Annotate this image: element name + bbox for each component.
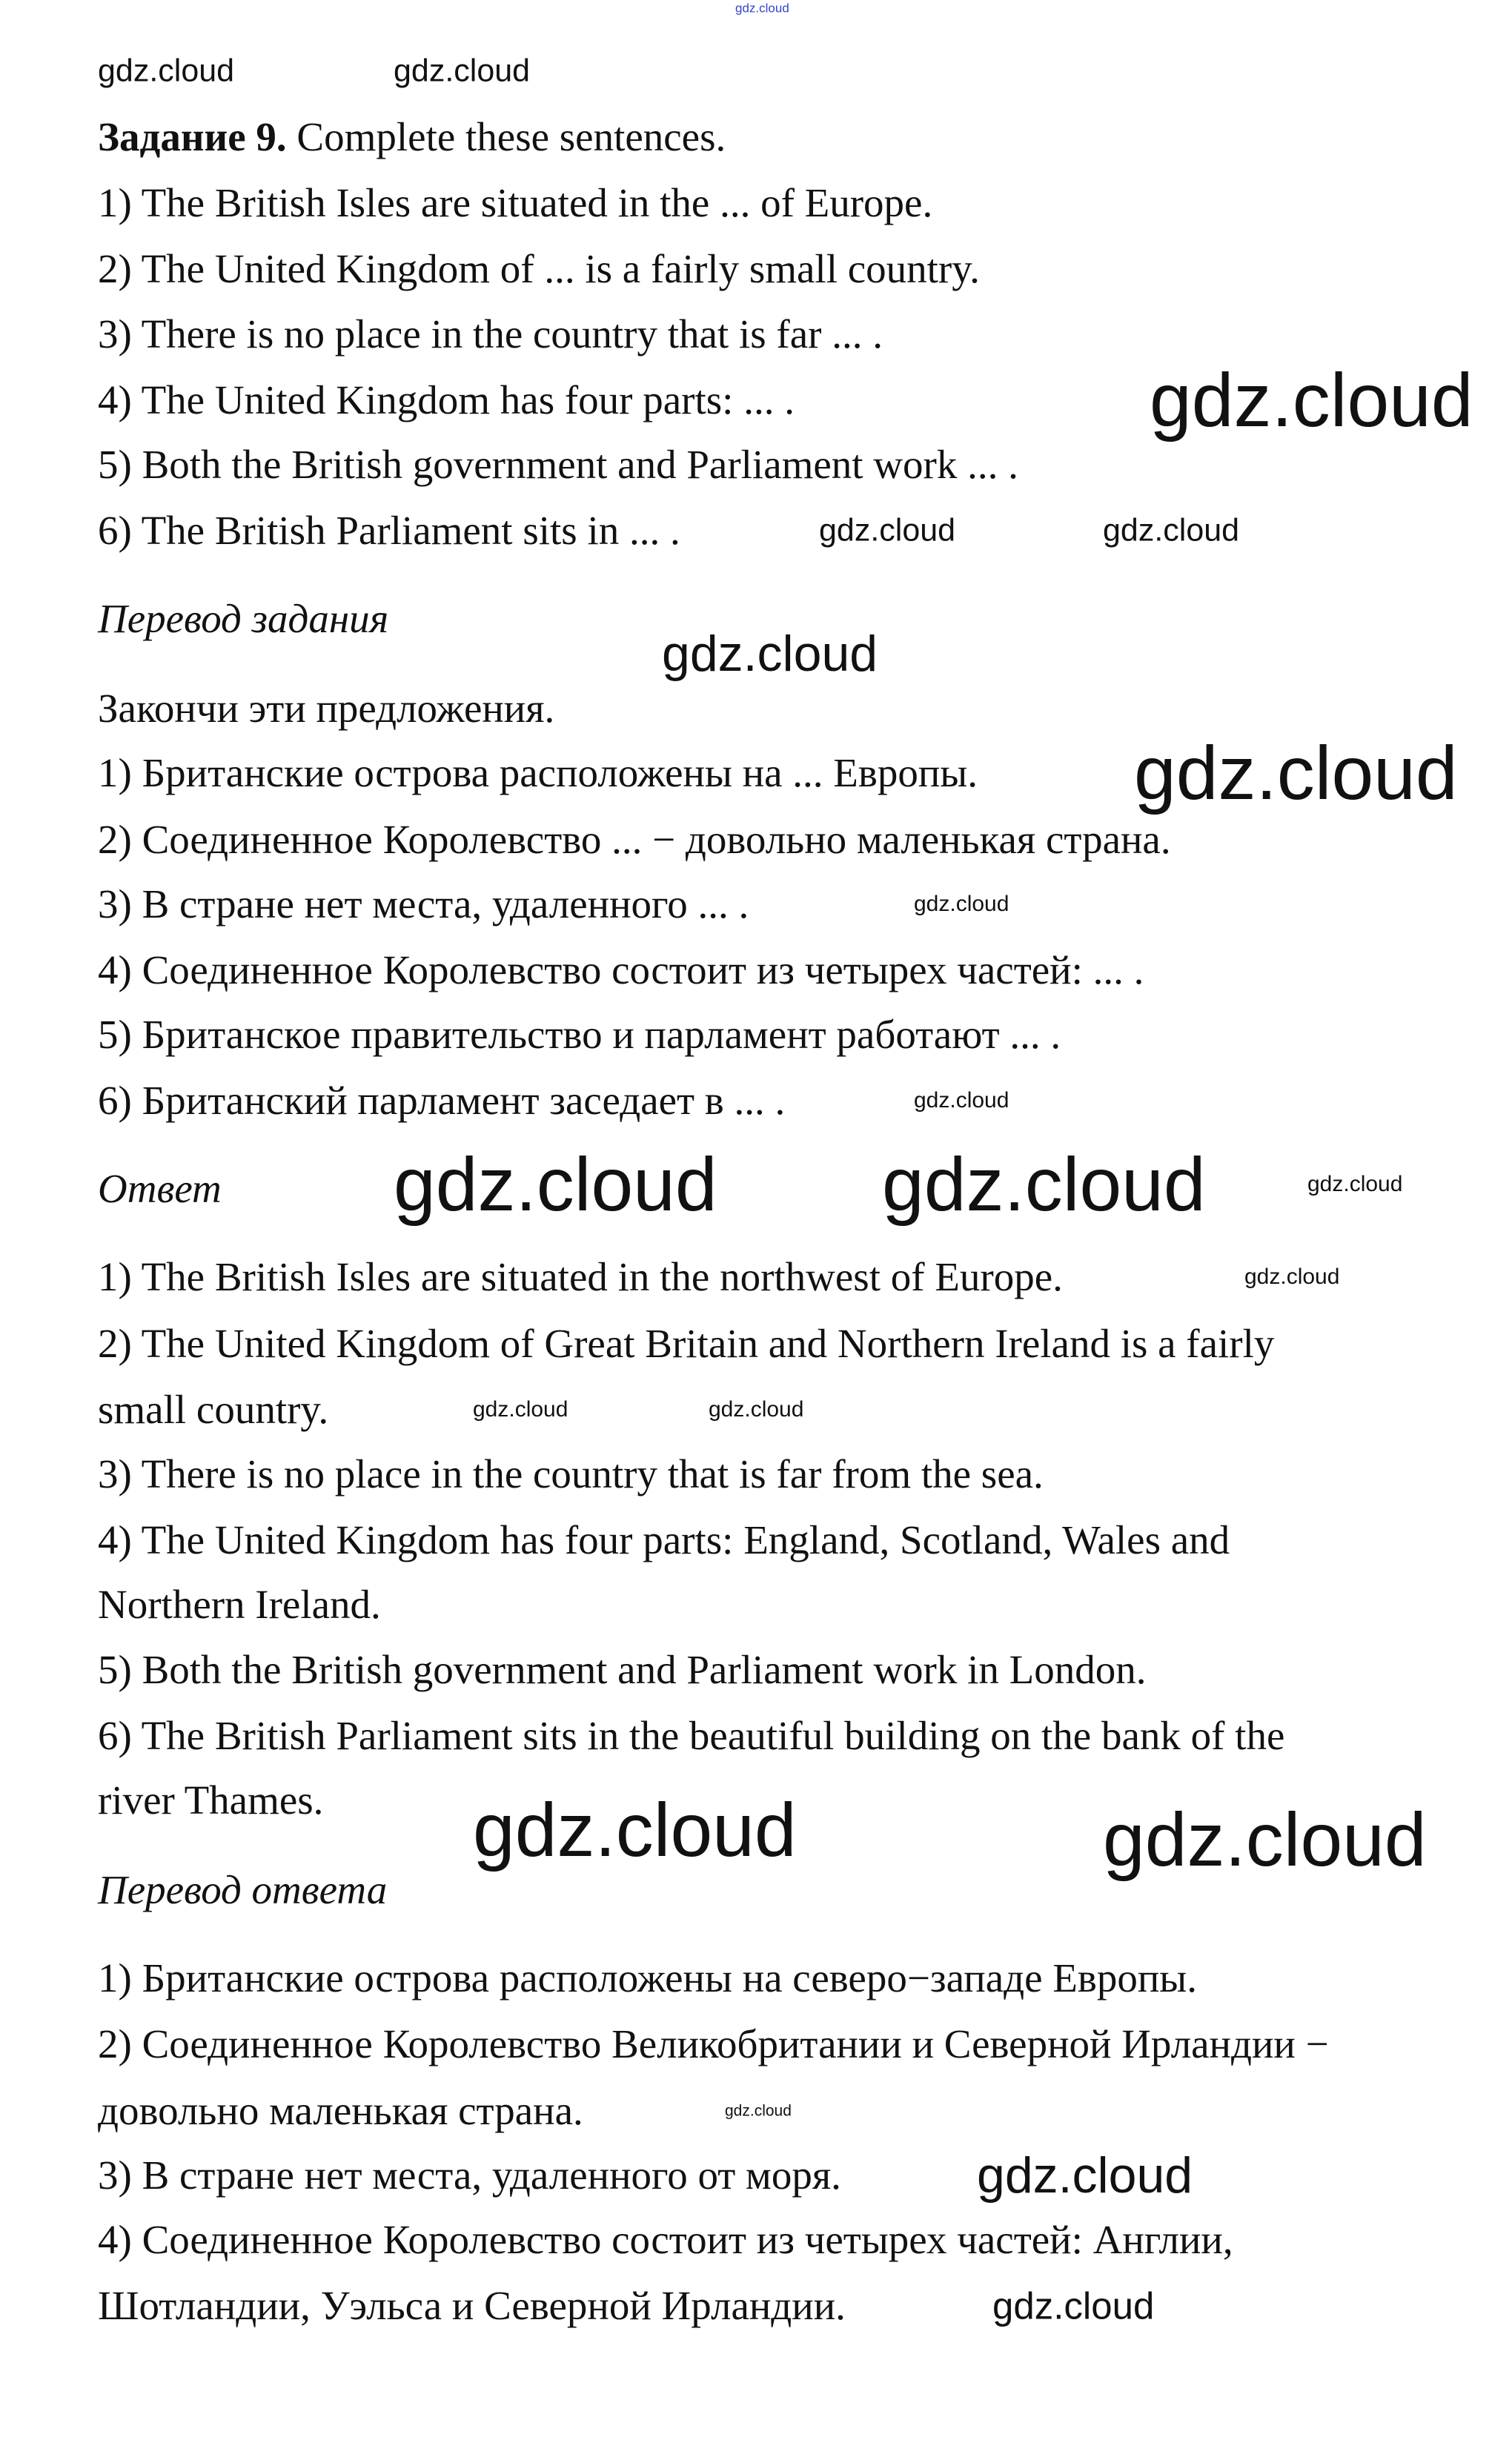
answer-line: small country.	[98, 1387, 329, 1432]
answer-line: 5) Both the British government and Parliament work in London.	[98, 1647, 1147, 1692]
watermark: gdz.cloud	[1244, 1264, 1340, 1289]
task-translation-line: 5) Британское правительство и парламент работают ... .	[98, 1012, 1061, 1057]
watermark: gdz.cloud	[1103, 512, 1240, 548]
watermark: gdz.cloud	[1307, 1172, 1403, 1196]
task-instruction: Complete these sentences.	[296, 114, 726, 159]
watermark: gdz.cloud	[709, 1397, 804, 1422]
task-sentence: 5) Both the British government and Parliament work ... .	[98, 442, 1018, 487]
task-translation-line: Закончи эти предложения.	[98, 686, 555, 731]
answer-line: 2) The United Kingdom of Great Britain and Northern Ireland is a fairly	[98, 1321, 1275, 1366]
task-translation-line: 1) Британские острова расположены на ... Европы.	[98, 750, 978, 795]
watermark: gdz.cloud	[394, 1142, 717, 1227]
task-title	[98, 111, 726, 163]
watermark: gdz.cloud	[992, 2284, 1155, 2327]
task-sentence: 4) The United Kingdom has four parts: ... .	[98, 377, 795, 422]
watermark: gdz.cloud	[98, 53, 235, 89]
section-heading-task-translation: Перевод задания	[98, 596, 389, 641]
answer-line: 4) The United Kingdom has four parts: England, Scotland, Wales and	[98, 1517, 1230, 1562]
watermark: gdz.cloud	[394, 53, 531, 89]
watermark: gdz.cloud	[473, 1788, 797, 1872]
watermark: gdz.cloud	[977, 2147, 1193, 2204]
watermark: gdz.cloud	[819, 512, 956, 548]
watermark: gdz.cloud	[1150, 358, 1473, 442]
answer-translation-line: довольно маленькая страна.	[98, 2088, 583, 2133]
watermark: gdz.cloud	[914, 892, 1009, 916]
answer-line: 6) The British Parliament sits in the beautiful building on the bank of the	[98, 1713, 1285, 1758]
answer-translation-line: 2) Соединенное Королевство Великобритании и Северной Ирландии −	[98, 2021, 1329, 2066]
section-heading-answer-translation: Перевод ответа	[98, 1867, 388, 1912]
answer-line: Northern Ireland.	[98, 1582, 381, 1627]
answer-translation-line: 1) Британские острова расположены на северо−западе Европы.	[98, 1955, 1197, 2001]
answer-translation-line: 3) В стране нет места, удаленного от моря.	[98, 2152, 841, 2198]
watermark: gdz.cloud	[662, 626, 878, 682]
section-heading-answer: Ответ	[98, 1166, 222, 1211]
task-sentence: 3) There is no place in the country that is far ... .	[98, 311, 883, 357]
task-sentence: 6) The British Parliament sits in ... .	[98, 508, 680, 553]
answer-line: 1) The British Isles are situated in the northwest of Europe.	[98, 1254, 1063, 1299]
watermark: gdz.cloud	[1103, 1797, 1427, 1882]
answer-line: 3) There is no place in the country that is far from the sea.	[98, 1451, 1044, 1496]
task-translation-line: 6) Британский парламент заседает в ... .	[98, 1078, 786, 1123]
answer-translation-line: 4) Соединенное Королевство состоит из четырех частей: Англии,	[98, 2217, 1233, 2262]
task-translation-line: 2) Соединенное Королевство ... − довольно маленькая страна.	[98, 817, 1171, 862]
watermark: gdz.cloud	[914, 1088, 1009, 1113]
answer-translation-line: Шотландии, Уэльса и Северной Ирландии.	[98, 2283, 846, 2328]
watermark: gdz.cloud	[1134, 731, 1458, 815]
watermark: gdz.cloud	[882, 1142, 1206, 1227]
watermark: gdz.cloud	[735, 1, 789, 16]
task-sentence: 1) The British Isles are situated in the ... of Europe.	[98, 180, 933, 225]
watermark: gdz.cloud	[473, 1397, 568, 1422]
watermark: gdz.cloud	[725, 2102, 792, 2120]
task-translation-line: 4) Соединенное Королевство состоит из четырех частей: ... .	[98, 947, 1144, 992]
task-sentence: 2) The United Kingdom of ... is a fairly small country.	[98, 246, 980, 291]
task-label: Задание 9.	[98, 114, 287, 159]
task-translation-line: 3) В стране нет места, удаленного ... .	[98, 881, 749, 927]
answer-line: river Thames.	[98, 1777, 324, 1823]
